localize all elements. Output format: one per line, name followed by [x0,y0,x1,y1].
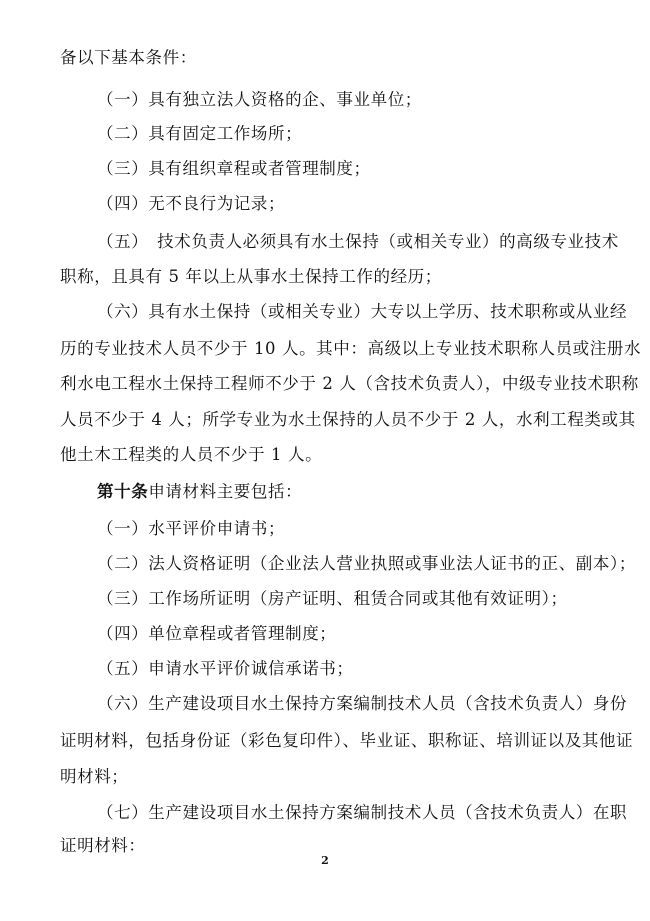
text-line-1: 备以下基本条件： [60,48,197,67]
material-item-6: （六）生产建设项目水土保持方案编制技术人员（含技术负责人）身份 [97,694,628,713]
page-number: 2 [321,854,329,867]
condition-item-2: （二）具有固定工作场所； [97,124,303,143]
condition-item-6: （六）具有水土保持（或相关专业）大专以上学历、技术职称或从业经 [97,302,628,321]
material-item-6-cont-1: 证明材料，包括身份证（彩色复印件）、毕业证、职称证、培训证以及其他证 [60,731,634,750]
condition-item-5-cont: 职称，且具有 5 年以上从事水土保持工作的经历； [60,267,442,286]
material-item-4: （四）单位章程或者管理制度； [97,624,337,643]
material-item-1: （一）水平评价申请书； [97,519,286,538]
article-ten-label: 第十条 [97,482,149,501]
condition-item-1: （一）具有独立法人资格的企、事业单位； [97,90,422,109]
material-item-7-cont: 证明材料： [60,836,146,855]
condition-item-6-cont-3: 人员不少于 4 人；所学专业为水土保持的人员不少于 2 人，水利工程类或其 [60,410,636,429]
material-item-3: （三）工作场所证明（房产证明、租赁合同或其他有效证明）； [97,589,568,608]
condition-item-6-cont-4: 他土木工程类的人员不少于 1 人。 [60,445,323,464]
condition-item-6-cont-2: 利水电工程水土保持工程师不少于 2 人（含技术负责人），中级专业技术职称 [60,374,639,393]
article-ten-text: 申请材料主要包括： [148,482,303,501]
material-item-7: （七）生产建设项目水土保持方案编制技术人员（含技术负责人）在职 [97,803,628,822]
material-item-6-cont-2: 明材料； [60,767,129,786]
material-item-2: （二）法人资格证明（企业法人营业执照或事业法人证书的正、副本）； [97,554,636,573]
condition-item-4: （四）无不良行为记录； [97,194,286,213]
condition-item-6-cont-1: 历的专业技术人员不少于 10 人。其中：高级以上专业技术职称人员或注册水 [60,339,642,358]
article-ten-paragraph [97,482,600,502]
condition-item-5: （五） 技术负责人必须具有水土保持（或相关专业）的高级专业技术 [97,232,619,251]
condition-item-3: （三）具有组织章程或者管理制度； [97,159,371,178]
material-item-5: （五）申请水平评价诚信承诺书； [97,659,354,678]
